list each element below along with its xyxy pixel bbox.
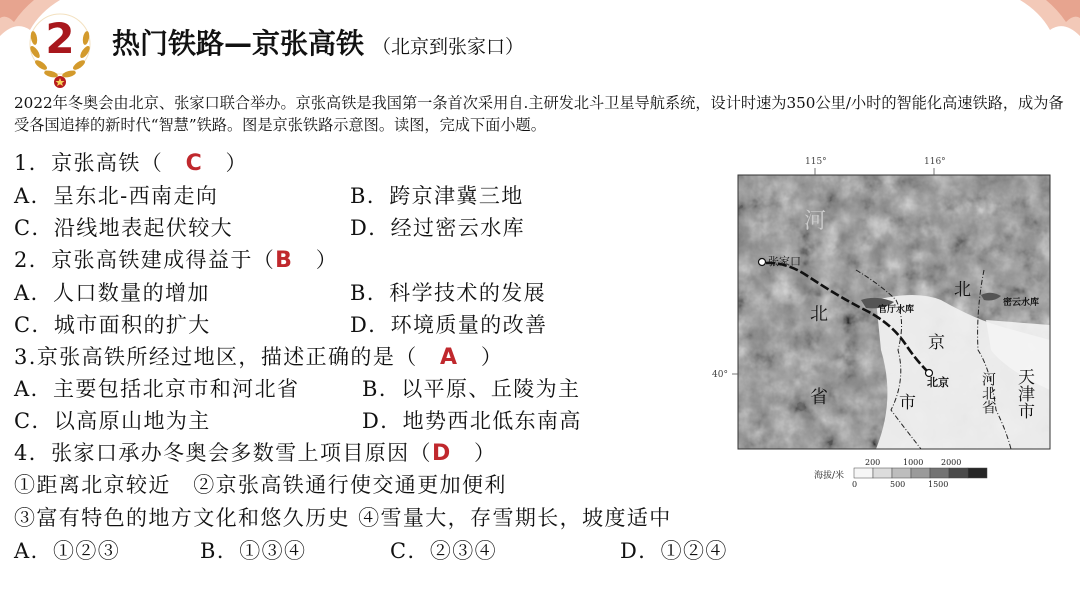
q4-option-c: C．②③④ <box>390 539 498 563</box>
elevation-legend <box>854 468 987 478</box>
region-jing: 京 <box>928 333 945 353</box>
q3-close: ） <box>480 345 504 369</box>
region-shi: 市 <box>899 393 916 413</box>
q3-option-a: A．主要包括北京市和河北省 <box>14 377 300 401</box>
legend-label-top: 200 <box>865 458 881 467</box>
legend-label-top: 1000 <box>903 458 924 467</box>
label-hebei-small: 河北省 <box>980 372 996 414</box>
q4-stem: 4．张家口承办冬奥会多数雪上项目原因（ <box>14 441 432 465</box>
q4-statements-2: ③富有特色的地方文化和悠久历史 ④雪量大，存雪期长，坡度适中 <box>14 506 672 530</box>
legend-label-bottom: 1500 <box>928 480 949 489</box>
question-1 <box>14 147 248 177</box>
q2-option-c: C．城市面积的扩大 <box>14 313 211 337</box>
region-sheng: 省 <box>810 387 828 408</box>
q3-option-c: C．以高原山地为主 <box>14 409 211 433</box>
legend-label-bottom: 500 <box>890 480 906 489</box>
question-4 <box>14 437 496 467</box>
jingzhang-railway-map <box>706 150 1062 490</box>
page-title <box>112 22 524 62</box>
label-guanting: 官厅水库 <box>878 305 915 315</box>
q4-statements-1: ①距离北京较近 ②京张高铁通行使交通更加便利 <box>14 473 507 497</box>
q3-stem: 3.京张高铁所经过地区，描述正确的是（ <box>14 345 418 369</box>
q2-option-b: B．科学技术的发展 <box>350 281 547 305</box>
q2-answer: B <box>275 248 294 273</box>
legend-title: 海拔/米 <box>814 471 845 481</box>
q1-close: ） <box>225 151 248 175</box>
q4-option-b: B．①③④ <box>200 539 307 563</box>
q1-stem: 1．京张高铁（ <box>14 151 164 175</box>
legend-swatch <box>911 468 930 478</box>
q2-option-a: A．人口数量的增加 <box>14 281 210 305</box>
q1-option-c: C．沿线地表起伏较大 <box>14 216 234 240</box>
lat-label-40: 40° <box>712 370 728 380</box>
lon-label-116: 116° <box>924 157 946 167</box>
legend-label-top: 2000 <box>941 458 962 467</box>
legend-label-bottom: 0 <box>852 480 858 489</box>
q1-option-a: A．呈东北-西南走向 <box>14 184 219 208</box>
intro-paragraph: 2022年冬奥会由北京、张家口联合举办。京张高铁是我国第一条首次采用自.主研发北斗卫星导航系统，设计时速为350公里/小时的智能化高速铁路，成为备受各国追捧的新时代“智慧”铁路。图是京张铁路示意图。读图，完成下面小题。 <box>14 94 1064 134</box>
legend-swatch <box>949 468 968 478</box>
q4-option-a: A．①②③ <box>14 539 121 563</box>
label-tianjin: 天津市 <box>1014 368 1034 419</box>
label-beijing: 北京 <box>927 376 949 389</box>
q2-stem: 2．京张高铁建成得益于（ <box>14 248 276 272</box>
title-text: 热门铁路—京张高铁 <box>112 27 365 60</box>
q3-answer: A <box>440 345 459 370</box>
legend-swatch <box>930 468 949 478</box>
question-3 <box>14 341 503 371</box>
q4-option-d: D．①②④ <box>620 539 728 563</box>
decor-corner-right <box>1010 0 1080 40</box>
label-miyun: 密云水库 <box>1003 298 1040 308</box>
region-bei1: 北 <box>810 304 828 325</box>
legend-swatch <box>854 468 873 478</box>
q2-close: ） <box>315 248 339 272</box>
region-bei2: 北 <box>954 280 971 300</box>
section-number: 2 <box>45 14 75 63</box>
q3-option-b: B．以平原、丘陵为主 <box>362 377 581 401</box>
question-2 <box>14 244 338 274</box>
legend-swatch <box>892 468 911 478</box>
q4-answer: D <box>431 441 452 466</box>
q1-option-d: D．经过密云水库 <box>350 216 526 240</box>
lon-label-115: 115° <box>805 157 827 167</box>
q1-answer: C <box>185 151 204 176</box>
q3-option-d: D．地势西北低东南高 <box>362 409 582 433</box>
legend-swatch <box>968 468 987 478</box>
label-zhangjiakou: 张家口 <box>768 255 801 268</box>
region-he: 河 <box>804 209 827 234</box>
q4-close: ） <box>474 441 497 465</box>
q1-option-b: B．跨京津冀三地 <box>350 184 524 208</box>
zhangjiakou-city-marker <box>759 259 766 266</box>
legend-swatch <box>873 468 892 478</box>
q2-option-d: D．环境质量的改善 <box>350 313 548 337</box>
page-subtitle: （北京到张家口） <box>372 36 525 58</box>
